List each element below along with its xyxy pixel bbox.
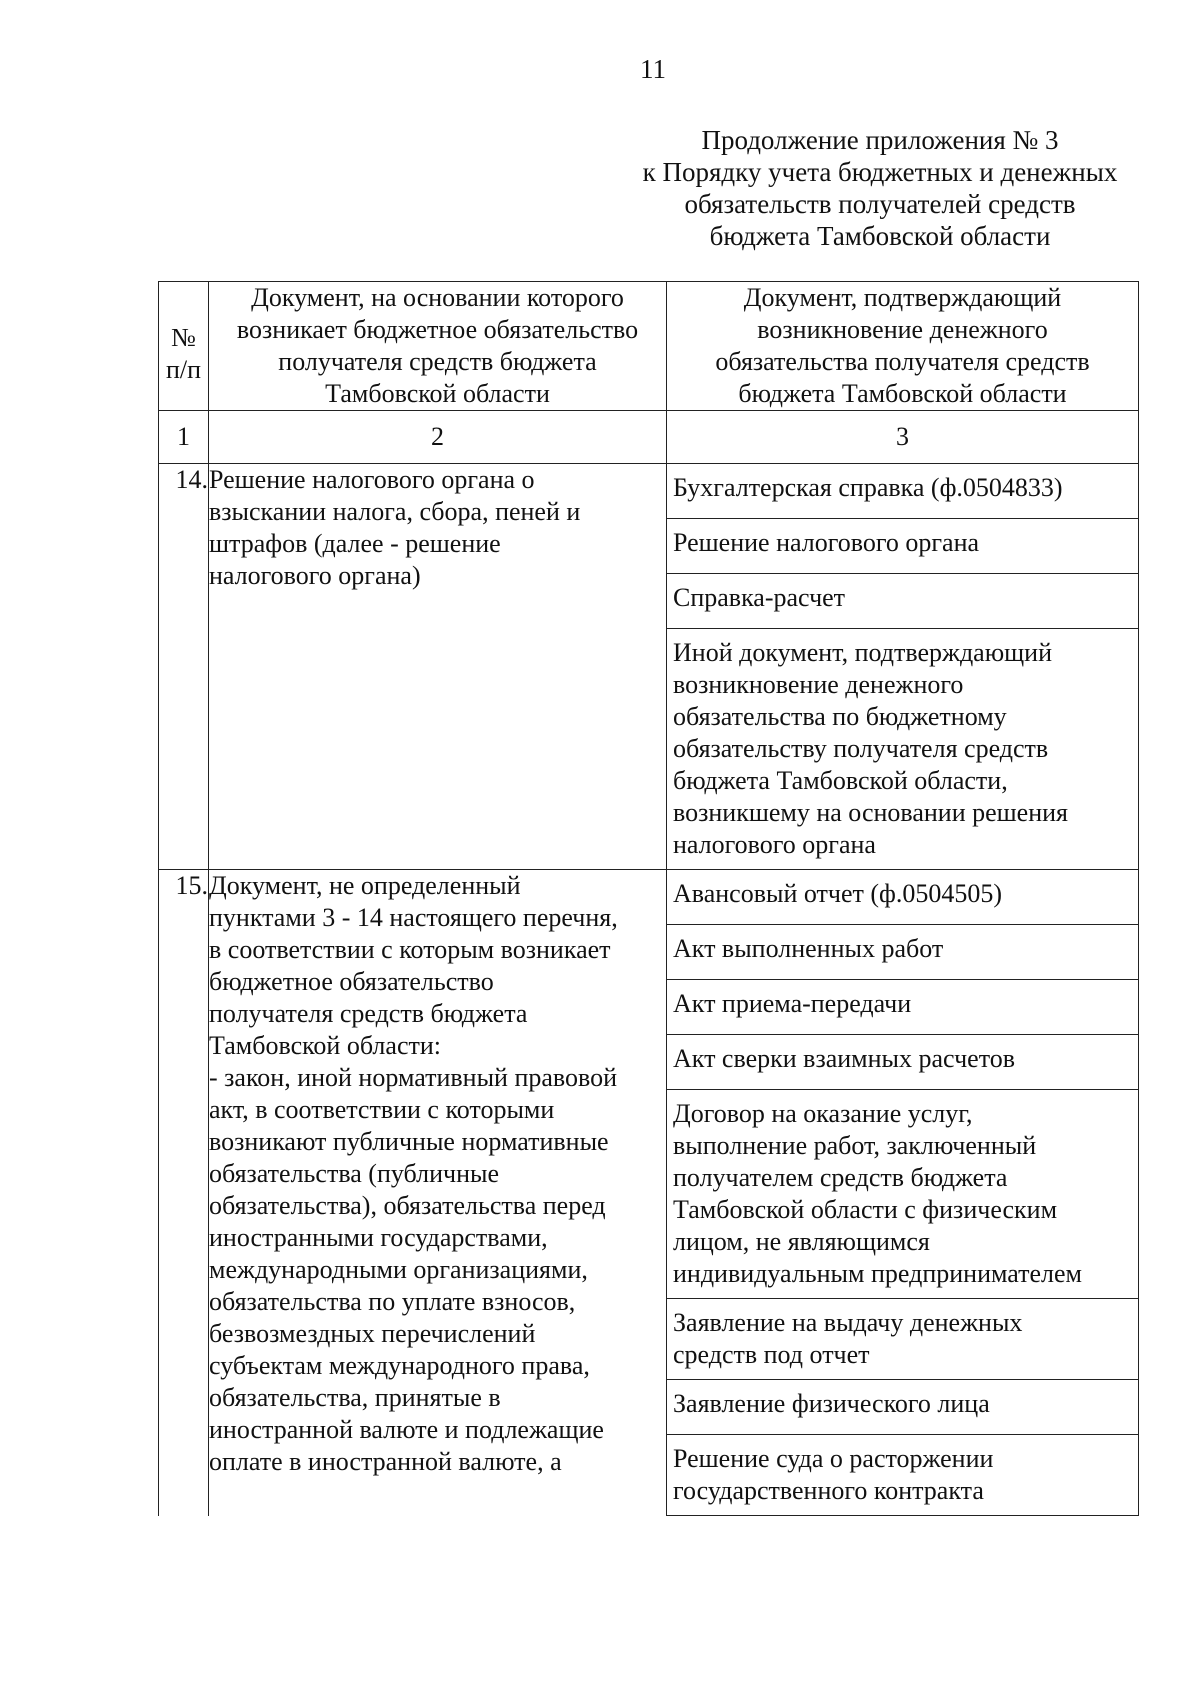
header-confirm-line: Документ, подтверждающий [743,283,1062,312]
confirm-line: Акт сверки взаимных расчетов [673,1044,1015,1073]
confirm-line: Акт приема-передачи [673,989,912,1018]
basis-line: Решение налогового органа о [209,465,535,494]
basis-line: в соответствии с которым возникает [209,935,611,964]
header-confirm [667,282,1139,411]
confirm-line: индивидуальным предпринимателем [673,1259,1082,1288]
basis-line: пунктами 3 - 14 настоящего перечня, [209,903,618,932]
confirm-item [667,925,1138,980]
basis-line: штрафов (далее - решение [209,529,501,558]
confirm-line: Авансовый отчет (ф.0504505) [673,879,1003,908]
basis-line: обязательства (публичные [209,1159,499,1188]
header-num-line: № [171,323,196,352]
header-confirm-line: бюджета Тамбовской области [738,379,1067,408]
table-row [159,870,1139,1516]
header-num [159,282,209,411]
basis-line: обязательства), обязательства перед [209,1191,606,1220]
basis-line: налогового органа) [209,561,421,590]
column-numbers-row [159,411,1139,464]
confirm-line: Акт выполненных работ [673,934,944,963]
confirm-line: возникновение денежного [673,670,964,699]
confirm-line: Справка-расчет [673,583,846,612]
confirm-item [667,1299,1138,1380]
confirm-item [667,1435,1138,1515]
header-confirm-line: возникновение денежного [757,315,1048,344]
confirm-line: Заявление на выдачу денежных [673,1308,1023,1337]
confirm-item [667,980,1138,1035]
basis-line: акт, в соответствии с которыми [209,1095,555,1124]
basis-line: обязательства, принятые в [209,1383,501,1412]
documents-table [158,281,1139,1516]
header-basis-line: Документ, на основании которого [251,283,624,312]
basis-line: иностранной валюте и подлежащие [209,1415,604,1444]
confirm-line: Договор на оказание услуг, [673,1099,973,1128]
confirm-line: Решение налогового органа [673,528,980,557]
confirm-item [667,1035,1138,1090]
basis-line: получателя средств бюджета [209,999,528,1028]
basis-line: обязательства по уплате взносов, [209,1287,576,1316]
confirm-line: обязательству получателя средств [673,734,1049,763]
appendix-header-line: бюджета Тамбовской области [709,221,1051,251]
column-number: 1 [159,411,209,464]
basis-line: Документ, не определенный [209,871,521,900]
confirm-item [667,1090,1138,1299]
row-basis [209,870,667,1516]
header-basis [209,282,667,411]
confirm-item [667,464,1138,519]
header-basis-line: Тамбовской области [325,379,550,408]
confirm-line: возникшему на основании решения [673,798,1069,827]
table-row [159,464,1139,870]
page-number: 11 [640,54,666,84]
row-basis [209,464,667,870]
basis-line: - закон, иной нормативный правовой [209,1063,618,1092]
confirm-line: получателем средств бюджета [673,1163,1008,1192]
row-confirm-list [667,870,1139,1516]
basis-line: бюджетное обязательство [209,967,494,996]
table-header-row [159,282,1139,411]
basis-line: иностранными государствами, [209,1223,548,1252]
confirm-line: лицом, не являющимся [673,1227,930,1256]
column-number: 2 [209,411,667,464]
header-confirm-line: обязательства получателя средств [715,347,1090,376]
column-number: 3 [667,411,1139,464]
confirm-line: налогового органа [673,830,876,859]
appendix-header [600,124,1160,252]
confirm-item [667,519,1138,574]
basis-line: взыскании налога, сбора, пеней и [209,497,581,526]
confirm-item [667,574,1138,629]
confirm-line: Иной документ, подтверждающий [673,638,1052,667]
header-basis-line: возникает бюджетное обязательство [236,315,639,344]
confirm-line: выполнение работ, заключенный [673,1131,1037,1160]
row-confirm-list [667,464,1139,870]
row-number: 15. [159,870,209,1516]
appendix-header-line: обязательств получателей средств [684,189,1076,219]
confirm-line: обязательства по бюджетному [673,702,1007,731]
confirm-item [667,629,1138,869]
confirm-line: Решение суда о расторжении [673,1444,994,1473]
confirm-item [667,1380,1138,1435]
confirm-line: государственного контракта [673,1476,984,1505]
appendix-header-line: к Порядку учета бюджетных и денежных [642,157,1118,187]
basis-line: международными организациями, [209,1255,588,1284]
confirm-line: Тамбовской области с физическим [673,1195,1058,1224]
header-basis-line: получателя средств бюджета [278,347,597,376]
header-num-line: п/п [165,355,202,384]
confirm-line: средств под отчет [673,1340,870,1369]
confirm-item [667,870,1138,925]
row-number: 14. [159,464,209,870]
confirm-line: бюджета Тамбовской области, [673,766,1008,795]
basis-line: субъектам международного права, [209,1351,590,1380]
basis-line: Тамбовской области: [209,1031,441,1060]
basis-line: безвозмездных перечислений [209,1319,536,1348]
basis-line: возникают публичные нормативные [209,1127,609,1156]
confirm-line: Заявление физического лица [673,1389,990,1418]
appendix-header-line: Продолжение приложения № 3 [701,125,1059,155]
confirm-line: Бухгалтерская справка (ф.0504833) [673,473,1063,502]
basis-line: оплате в иностранной валюте, а [209,1447,562,1476]
